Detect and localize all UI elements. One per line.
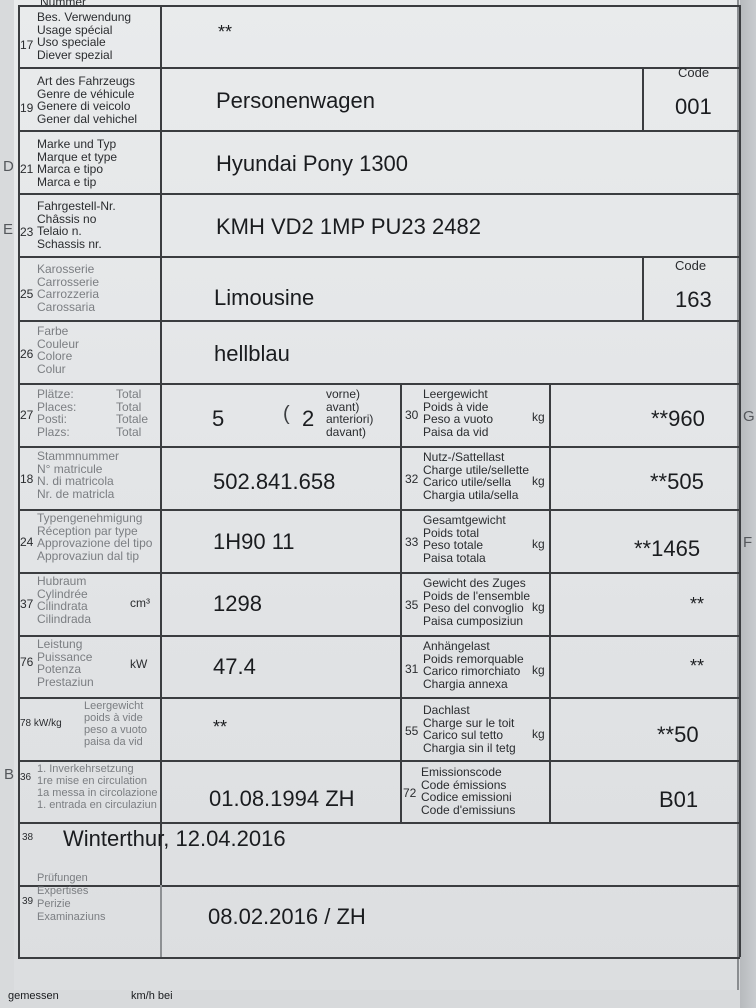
field-72-number: 72 [403, 786, 417, 800]
field-37-label: Hubraum Cylindrée Cilindrata Cilindrada [37, 574, 92, 626]
field-38-number: 38 [22, 832, 34, 843]
footer-left: gemessen [8, 990, 59, 1002]
row-divider [18, 885, 740, 887]
field-25-code: 163 [675, 287, 712, 312]
row-divider [18, 822, 740, 824]
field-21-number: 21 [20, 162, 34, 176]
field-78-value: ** [213, 717, 228, 737]
bracket-open: ( [283, 403, 290, 425]
row-divider [18, 697, 740, 699]
field-55-unit: kg [532, 727, 545, 741]
field-30-unit: kg [532, 410, 545, 424]
field-30-value: **960 [651, 406, 705, 431]
field-26-value: hellblau [214, 341, 290, 366]
field-17-number: 17 [20, 38, 34, 52]
field-39-number: 39 [22, 896, 34, 907]
side-marker-f: F [743, 534, 753, 551]
row-divider [18, 5, 740, 7]
field-25-value: Limousine [214, 285, 315, 310]
field-26-label: Farbe Couleur Colore Colur [37, 324, 80, 376]
field-31-number: 31 [405, 662, 419, 676]
field-32-unit: kg [532, 474, 545, 488]
field-33-number: 33 [405, 535, 419, 549]
field-35-number: 35 [405, 598, 419, 612]
field-37-value: 1298 [213, 591, 262, 616]
side-marker-b: B [4, 766, 15, 783]
field-76-value: 47.4 [213, 654, 256, 679]
field-33-value: **1465 [634, 536, 701, 561]
field-31-unit: kg [532, 663, 545, 677]
field-27-total-labels: Total Total Totale Total [116, 387, 149, 439]
mid-column-divider [400, 383, 402, 822]
field-33-unit: kg [532, 537, 545, 551]
row-divider [18, 572, 740, 574]
field-35-value: ** [690, 594, 705, 614]
label-column-divider [160, 885, 162, 957]
field-27-number: 27 [20, 408, 34, 422]
field-24-label: Typengenehmigung Réception par type Approvazione del tipo Approvaziun dal tip [37, 511, 153, 563]
field-31-label: Anhängelast Poids remorquable Carico rimorchiato Chargia annexa [423, 639, 524, 691]
field-36-label: 1. Inverkehrsetzung 1re mise en circulation 1a messa in circolazione 1. entrada en circulaziun [37, 763, 158, 811]
field-24-value: 1H90 11 [213, 529, 295, 554]
row-divider [18, 760, 740, 762]
table-right-border [739, 5, 741, 957]
field-27-front-value: 2 [302, 406, 315, 431]
field-37-unit: cm³ [130, 596, 150, 610]
field-19-code: 001 [675, 94, 712, 119]
field-25-number: 25 [20, 287, 34, 301]
unit-column-divider [549, 383, 551, 822]
field-18-value: 502.841.658 [213, 469, 336, 494]
field-36-value: 01.08.1994 ZH [209, 786, 355, 811]
row-divider [18, 957, 740, 959]
footer-mid: km/h bei [131, 990, 173, 1002]
field-55-value: **50 [657, 722, 699, 747]
field-27-label: Plätze: Places: Posti: Plazs: [37, 387, 77, 439]
field-21-value: Hyundai Pony 1300 [216, 151, 409, 176]
row-divider [18, 446, 740, 448]
field-19-label: Art des Fahrzeugs Genre de véhicule Genere di veicolo Gener dal vehichel [37, 74, 138, 126]
field-23-label: Fahrgestell-Nr. Châssis no Telaio n. Schassis nr. [37, 199, 116, 251]
field-25-code-label: Code [675, 258, 707, 273]
field-55-label: Dachlast Charge sur le toit Carico sul tetto Chargia sin il tetg [423, 703, 516, 755]
field-76-label: Leistung Puissance Potenza Prestaziun [37, 637, 94, 689]
field-17-label: Bes. Verwendung Usage spécial Uso speciale Diever spezial [37, 10, 132, 62]
field-18-label: Stammnummer N° matricule N. di matricola Nr. de matricla [37, 449, 120, 501]
field-27-front-labels: vorne) avant) anteriori) davant) [326, 387, 374, 439]
field-30-number: 30 [405, 408, 419, 422]
field-32-label: Nutz-/Sattellast Charge utile/sellette Carico utile/sella Chargia utila/sella [423, 450, 530, 502]
side-marker-d: D [3, 158, 14, 175]
field-36-number: 36 [20, 772, 32, 783]
field-78-label: Leergewicht poids à vide peso a vuoto paisa da vid [84, 700, 147, 748]
field-76-number: 76 [20, 655, 34, 669]
field-38-value: Winterthur, 12.04.2016 [63, 826, 286, 851]
field-30-label: Leergewicht Poids à vide Peso a vuoto Paisa da vid [423, 387, 494, 439]
field-19-code-label: Code [678, 65, 710, 80]
field-35-label: Gewicht des Zuges Poids de l'ensemble Peso del convoglio Paisa cumposiziun [423, 576, 531, 628]
row-divider [18, 67, 740, 69]
field-19-value: Personenwagen [216, 88, 376, 113]
field-25-label: Karosserie Carrosserie Carrozzeria Carossaria [37, 262, 100, 314]
code-box-divider [642, 67, 644, 130]
field-39-value: 08.02.2016 / ZH [208, 904, 366, 929]
field-37-number: 37 [20, 597, 34, 611]
row-divider [18, 193, 740, 195]
row-divider [18, 256, 740, 258]
field-55-number: 55 [405, 724, 419, 738]
field-24-number: 24 [20, 535, 34, 549]
field-33-label: Gesamtgewicht Poids total Peso totale Paisa totala [423, 513, 506, 565]
label-column-divider [160, 5, 162, 885]
row-divider [18, 635, 740, 637]
field-21-label: Marke und Typ Marque et type Marca e tipo Marca e tip [37, 137, 118, 189]
field-27-total-value: 5 [212, 406, 225, 431]
field-32-number: 32 [405, 472, 419, 486]
field-72-label: Emissionscode Code émissions Codice emissioni Code d'emissiuns [421, 765, 516, 817]
field-31-value: ** [690, 656, 705, 676]
row-divider [18, 320, 740, 322]
field-26-number: 26 [20, 347, 34, 361]
field-39-label: Prüfungen Expertises Perizie Examinaziuns [37, 872, 106, 923]
code-box-divider [642, 256, 644, 320]
side-marker-g: G [743, 408, 755, 425]
field-78-number: 78 kW/kg [20, 718, 62, 729]
field-35-unit: kg [532, 600, 545, 614]
page-edge [740, 0, 756, 1008]
field-23-value: KMH VD2 1MP PU23 2482 [216, 214, 481, 239]
field-23-number: 23 [20, 225, 34, 239]
field-18-number: 18 [20, 472, 34, 486]
field-17-value: ** [218, 22, 233, 42]
field-72-value: B01 [659, 787, 699, 812]
field-76-unit: kW [130, 657, 148, 671]
side-marker-e: E [3, 221, 14, 238]
row-divider [18, 383, 740, 385]
field-19-number: 19 [20, 101, 34, 115]
field-32-value: **505 [650, 469, 704, 494]
row-divider [18, 130, 740, 132]
